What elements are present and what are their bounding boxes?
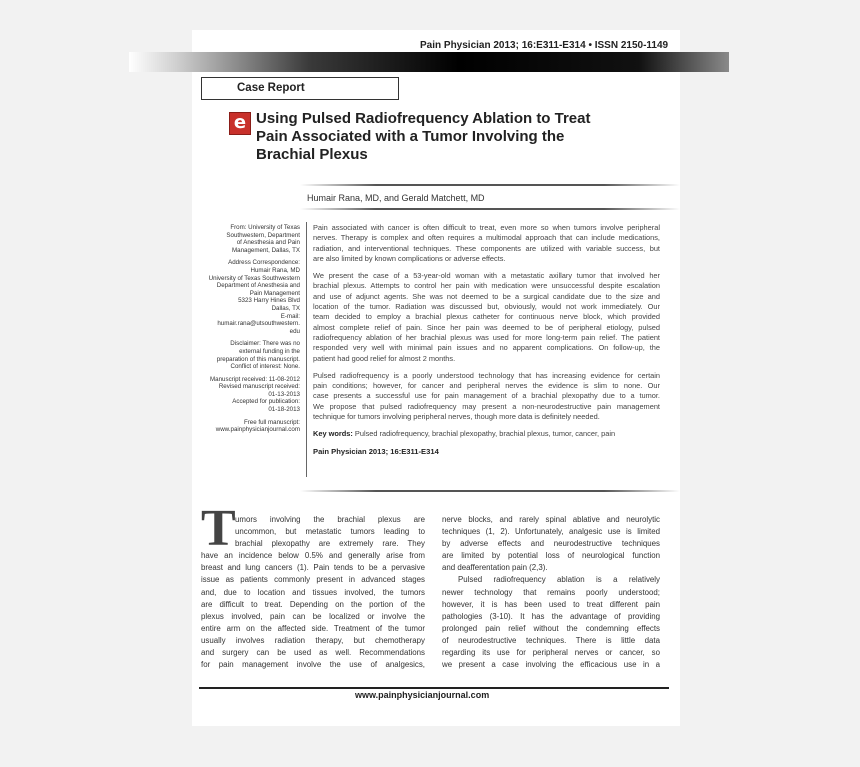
- divider: [300, 208, 680, 210]
- email-link[interactable]: humair.rana@utsouthwestern.: [217, 320, 300, 328]
- divider: [300, 184, 680, 186]
- drop-cap: T: [201, 500, 236, 557]
- epub-e-icon: e: [229, 112, 251, 135]
- keywords-text: Pulsed radiofrequency, brachial plexopathy, brachial plexus, tumor, cancer, pain: [354, 429, 616, 439]
- sidebar-free-manuscript: Free full manuscript: www.painphysicianjournal.com: [196, 419, 300, 434]
- title-line: Using Pulsed Radiofrequency Ablation to Treat: [256, 110, 591, 127]
- journal-citation-header: Pain Physician 2013; 16:E311-E314 • ISSN 2150-1149: [420, 40, 669, 51]
- abstract-paragraph: Pain associated with cancer is often difficult to treat, even more so when tumors involve peripheral nerves. Therapy is complex and often requires a multimodal approach that can include medications, radiation, and interventional techniques. These components are utilized with variable success, but are also limited by known complications or adverse effects.: [313, 223, 660, 263]
- title-line: Brachial Plexus: [256, 146, 368, 163]
- sidebar-affiliations: [196, 224, 300, 439]
- footer-rule: [199, 687, 669, 689]
- sidebar-address: Address Correspondence: Humair Rana, MD University of Texas Southwestern Department of Anesthesia and Pain Management 5323 Harry Hines Blvd Dallas, TX E-mail: humair.rana@utsouthwestern. edu: [196, 259, 300, 335]
- article-citation: Pain Physician 2013; 16:E311-E314: [313, 446, 439, 456]
- journal-website-link[interactable]: www.painphysicianjournal.com: [215, 426, 300, 434]
- keywords-label: Key words:: [313, 429, 353, 439]
- section-label: Case Report: [201, 77, 399, 100]
- authors: Humair Rana, MD, and Gerald Matchett, MD: [307, 193, 485, 203]
- abstract-paragraph: We present the case of a 53-year-old woman with a metastatic axillary tumor that involved her brachial plexus. Attempts to control her pain with medication were unsuccessful despite escalation and use of adjunct agents. She was not deemed to be a surgical candidate due to the size and location of the tumor. Radiation was discussed but, obviously, would not work immediately. Our team decided to employ a brachial plexus catheter for continuous nerve block, which provided almost complete relief of pain. Since her pain was deemed to be of peripheral etiology, pulsed radiofrequency ablation of her brachial plexus was used for more long-term pain relief. The patient responded very well with minimal pain issues and no apparent complications. On follow-up, the patient had good relief for almost 2 months.: [313, 271, 660, 363]
- abstract: [313, 223, 660, 464]
- keywords: [313, 429, 660, 439]
- sidebar-dates: Manuscript received: 11-08-2012 Revised manuscript received: 01-13-2013 Accepted for publication: 01-18-2013: [210, 375, 300, 414]
- footer-url-link[interactable]: www.painphysicianjournal.com: [355, 690, 490, 700]
- sidebar-divider: [306, 222, 307, 477]
- divider: [300, 490, 680, 492]
- title-line: Pain Associated with a Tumor Involving the: [256, 128, 565, 145]
- body-column-left: umors involving the brachial plexus are uncommon, but metastatic tumors leading to brachial plexopathy are extremely rare. They have an incidence below 0.5% and generally arise from breast and lung cancers (1). Pain tends to be a pervasive issue as patients commonly present in advanced stages and, due to location and tissues involved, the tumors are difficult to treat. Depending on the portion of the plexus involved, pain can be localized or involve the entire arm on the affected side. Treatment of the tumor usually involves radiation therapy, but chemotherapy and surgery can be used as well. Recommendations for pain management involve the use of analgesics,: [201, 515, 425, 670]
- abstract-paragraph: Pulsed radiofrequency is a poorly understood technology that has increasing evidence for certain pain conditions; however, for cancer and peripheral nerves the evidence is slim to none. Our case presents a successful use for pain management of a brachial plexopathy due to a tumor. We propose that pulsed radiofrequency may present a non-neurodestructive pain management technique for tumors involving peripheral nerves, though more data is definitely needed.: [313, 370, 660, 422]
- article-title: [256, 110, 676, 164]
- sidebar-disclaimer: Disclaimer: There was no external funding in the preparation of this manuscript. Conflict of interest: None.: [216, 340, 300, 371]
- sidebar-from: From: University of Texas Southwestern, Department of Anesthesia and Pain Management, Dallas, TX: [226, 224, 300, 254]
- header-gradient-bar: [129, 52, 729, 72]
- body-column-right: nerve blocks, and rarely spinal ablative and neurolytic techniques (1, 2). Unfortunately, analgesic use is limited by adverse effects and neurodestructive techniques are limited by potential loss of neurological function and deafferentation pain (2,3). Pulsed radiofrequency ablation is a relatively newer technology that remains poorly understood; however, it is has been used to treat different pain pathologies (3-10). It has the advantage of providing prolonged pain relief without the condemning effects of neurodestructive techniques. There is little data regarding its use for peripheral nerves or cancer, so we present a case involving the efficacious use in a: [442, 515, 660, 670]
